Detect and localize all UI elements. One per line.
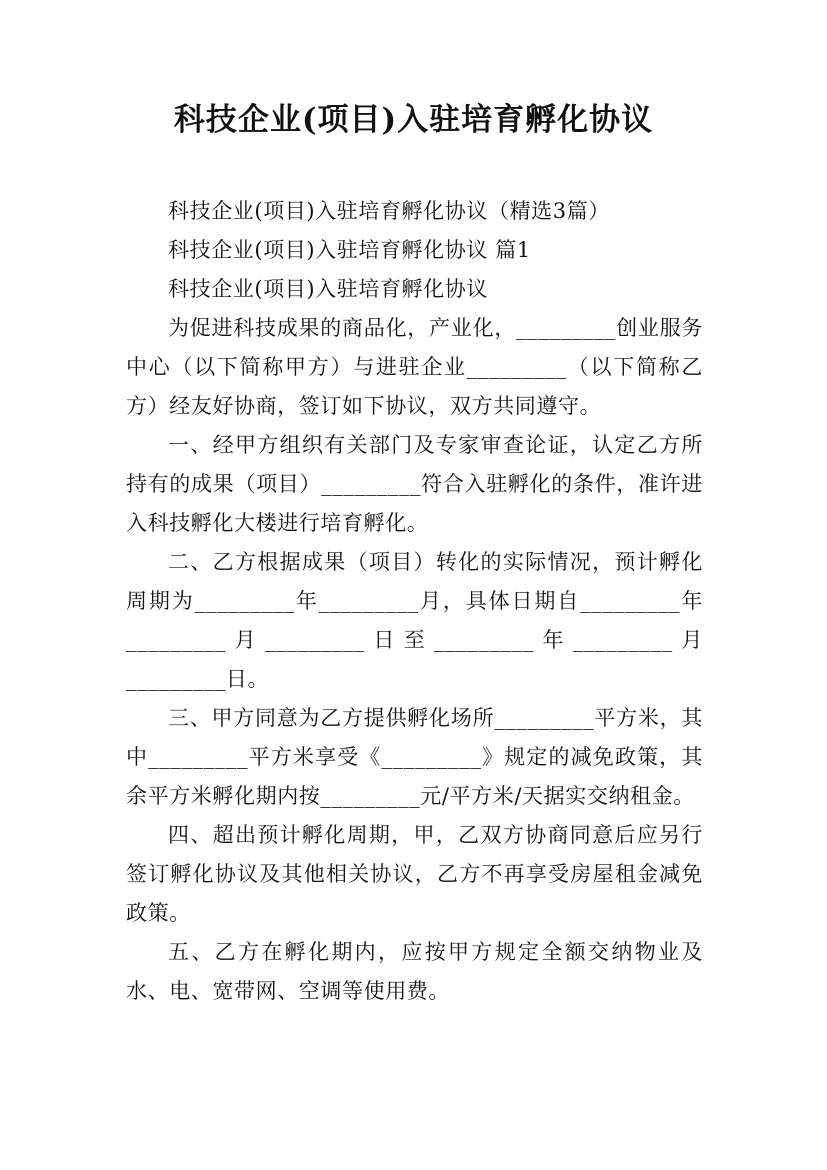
paragraph-subtitle: 科技企业(项目)入驻培育孵化协议（精选3篇） [168, 199, 610, 223]
paragraph-preamble: 为促进科技成果的商品化，产业化，_________创业服务中心（以下简称甲方）与进驻企业_________（以下简称乙方）经友好协商，签订如下协议，双方共同遵守。 [126, 316, 703, 418]
paragraph-clause-5: 五、乙方在孵化期内，应按甲方规定全额交纳物业及水、电、宽带网、空调等使用费。 [126, 940, 703, 1003]
paragraph-section-heading: 科技企业(项目)入驻培育孵化协议 篇1 [168, 238, 531, 262]
paragraph-agreement-name: 科技企业(项目)入驻培育孵化协议 [168, 277, 488, 301]
paragraph-clause-1: 一、经甲方组织有关部门及专家审查论证，认定乙方所持有的成果（项目）_________符合入驻孵化的条件，准许进入科技孵化大楼进行培育孵化。 [126, 433, 703, 535]
paragraph-clause-3: 三、甲方同意为乙方提供孵化场所_________平方米，其中_________平方米享受《_________》规定的减免政策，其余平方米孵化期内按_________元/平方米/天据实交纳租金。 [126, 706, 703, 808]
document-title: 科技企业(项目)入驻培育孵化协议 [173, 102, 654, 138]
document-body [126, 192, 703, 1011]
paragraph-clause-2: 二、乙方根据成果（项目）转化的实际情况，预计孵化周期为_________年_________月，具体日期自_________年_________月_________日至_________年_________月_________日。 [126, 550, 703, 691]
paragraph-clause-4: 四、超出预计孵化周期，甲，乙双方协商同意后应另行签订孵化协议及其他相关协议，乙方不再享受房屋租金减免政策。 [126, 823, 703, 925]
